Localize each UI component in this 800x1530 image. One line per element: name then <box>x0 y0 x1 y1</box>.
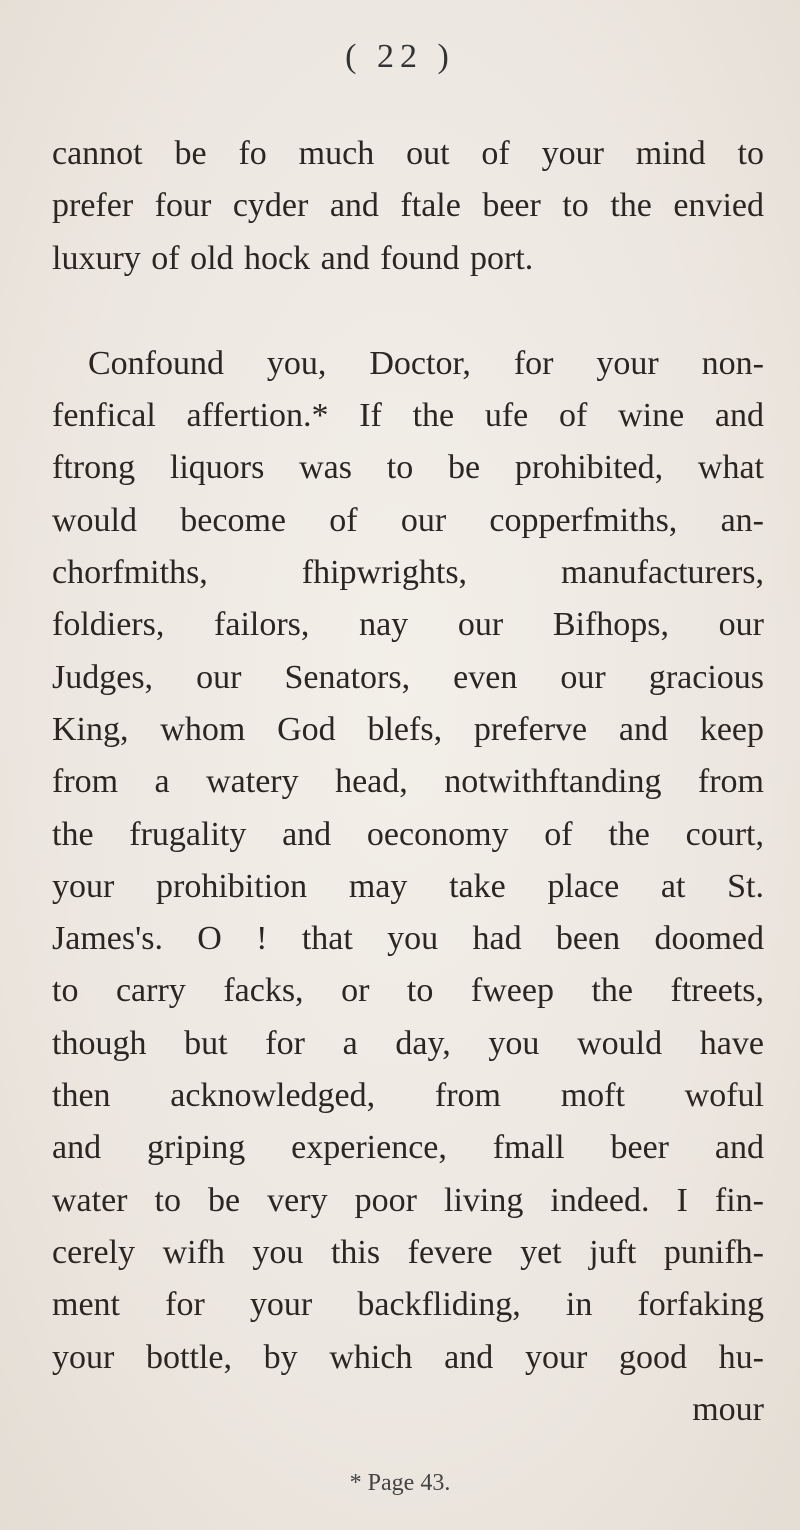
page-number: ( 22 ) <box>345 38 455 75</box>
paragraph-gap <box>52 285 764 338</box>
text-line: Confound you, Doctor, for your non- <box>88 344 764 382</box>
text-line: though but for a day, you would have <box>52 1024 764 1062</box>
text-line: would become of our copperfmiths, an- <box>52 501 764 539</box>
text-line: cerely wifh you this fevere yet juft punifh- <box>52 1233 764 1271</box>
text-line: from a watery head, notwithftanding from <box>52 763 764 801</box>
text-line: King, whom God blefs, preferve and keep <box>52 710 764 748</box>
text-line: then acknowledged, from moft woful <box>52 1077 764 1115</box>
text-line: to carry facks, or to fweep the ftreets, <box>52 972 764 1010</box>
text-line: your prohibition may take place at St. <box>52 867 764 905</box>
text-line: chorfmiths, fhipwrights, manufacturers, <box>52 554 764 592</box>
text-line: prefer four cyder and ftale beer to the envied <box>52 187 764 225</box>
footnote: * Page 43. <box>349 1470 451 1496</box>
text-line: the frugality and oeconomy of the court, <box>52 815 764 853</box>
text-line: foldiers, failors, nay our Bifhops, our <box>52 606 764 644</box>
text-line: James's. O ! that you had been doomed <box>52 920 764 958</box>
text-line: your bottle, by which and your good hu- <box>52 1338 764 1376</box>
text-line: fenfical affertion.* If the ufe of wine and <box>52 397 764 435</box>
text-line: water to be very poor living indeed. I fin- <box>52 1181 764 1219</box>
text-line: luxury of old hock and found port. <box>52 239 534 277</box>
text-line: Judges, our Senators, even our gracious <box>52 658 764 696</box>
text-line: ftrong liquors was to be prohibited, what <box>52 449 764 487</box>
body-text <box>52 128 764 1436</box>
catchword: mour <box>692 1390 764 1428</box>
text-line: cannot be fo much out of your mind to <box>52 135 764 172</box>
text-line: and griping experience, fmall beer and <box>52 1129 764 1167</box>
text-line: ment for your backfliding, in forfaking <box>52 1286 764 1324</box>
